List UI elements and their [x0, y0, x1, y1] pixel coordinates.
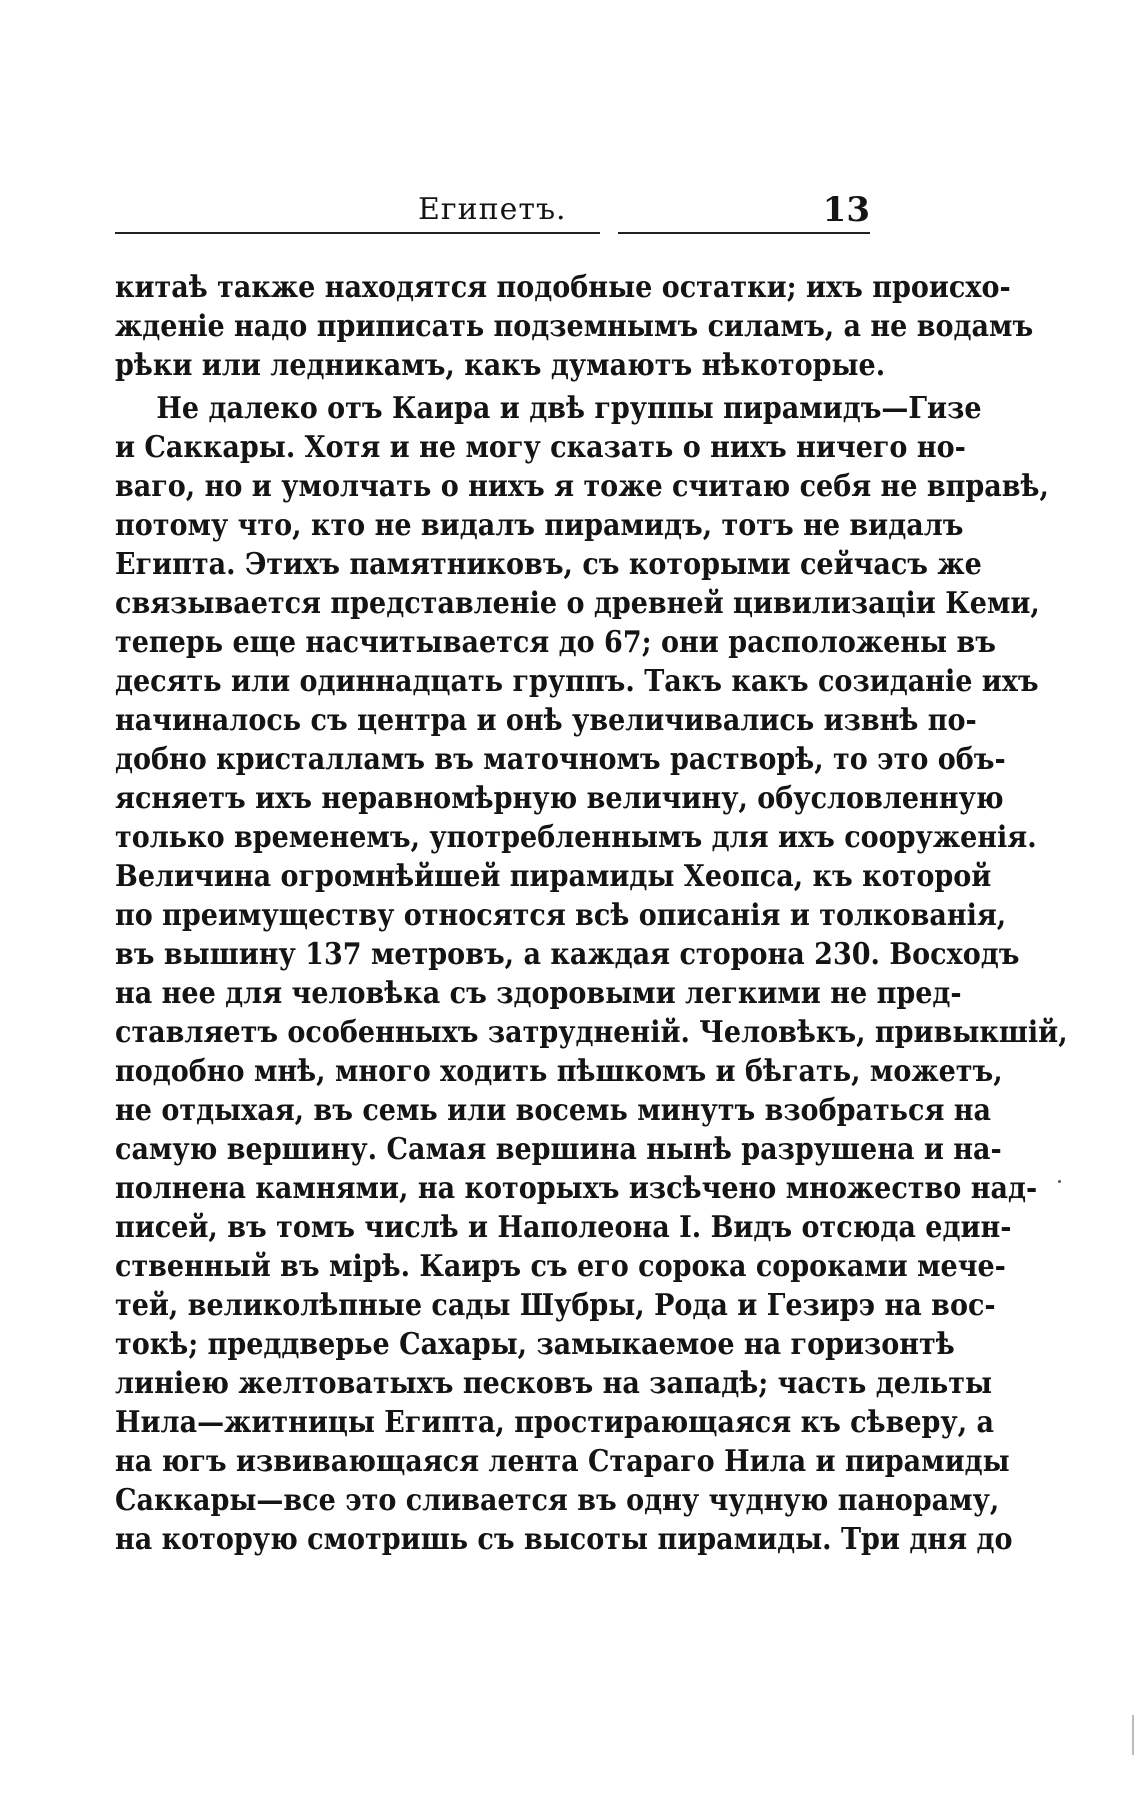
text-line: Саккары—все это сливается въ одну чудную панораму, [115, 1483, 1000, 1518]
text-line: начиналось съ центра и онѣ увеличивались извнѣ по- [115, 703, 977, 738]
text-line: Нила—житницы Египта, простирающаяся къ сѣверу, а [115, 1405, 995, 1440]
text-line: Египта. Этихъ памятниковъ, съ которыми сейчасъ же [115, 547, 982, 582]
text-line: только временемъ, употребленнымъ для ихъ сооруженія. [115, 820, 1037, 855]
paper-speck [1058, 1180, 1061, 1183]
paper-speck [1132, 1715, 1134, 1755]
text-line: Величина огромнѣйшей пирамиды Хеопса, къ которой [115, 859, 992, 894]
text-line: десять или одиннадцать группъ. Такъ какъ созиданіе ихъ [115, 664, 1039, 699]
text-line: на нее для человѣка съ здоровыми легкими не пред- [115, 976, 962, 1011]
body-text [115, 268, 1068, 1559]
text-line: ваго, но и умолчать о нихъ я тоже считаю себя не вправѣ, [115, 469, 1049, 504]
text-line: токѣ; преддверье Сахары, замыкаемое на горизонтѣ [115, 1327, 955, 1362]
text-line: добно кристалламъ въ маточномъ растворѣ, то это объ- [115, 742, 1006, 777]
text-line: китаѣ также находятся подобные остатки; ихъ происхо- [115, 270, 1011, 305]
text-line: ясняетъ ихъ неравномѣрную величину, обусловленную [115, 781, 1004, 816]
text-line: подобно мнѣ, много ходить пѣшкомъ и бѣгать, можетъ, [115, 1054, 1003, 1089]
text-line: Не далеко отъ Каира и двѣ группы пирамидъ—Гизе [156, 391, 982, 426]
text-line: ственный въ мірѣ. Каиръ съ его сорока сороками мече- [115, 1249, 1006, 1284]
text-line: на югъ извивающаяся лента Стараго Нила и пирамиды [115, 1444, 1010, 1479]
text-line: рѣки или ледникамъ, какъ думаютъ нѣкоторые. [115, 348, 886, 383]
text-line: линіею желтоватыхъ песковъ на западѣ; часть дельты [115, 1366, 993, 1401]
text-line: писей, въ томъ числѣ и Наполеона I. Видъ отсюда един- [115, 1210, 1012, 1245]
text-line: жденіе надо приписать подземнымъ силамъ, а не водамъ [115, 309, 1034, 344]
page-number: 13 [822, 190, 870, 230]
text-line: тей, великолѣпные сады Шубры, Рода и Гезирэ на вос- [115, 1288, 996, 1323]
header-rule-left [115, 232, 600, 234]
text-line: по преимуществу относятся всѣ описанія и толкованія, [115, 898, 1007, 933]
running-header [115, 190, 870, 230]
text-line: самую вершину. Самая вершина нынѣ разрушена и на- [115, 1132, 1002, 1167]
header-rule-right [618, 232, 870, 234]
running-title: Египетъ. [418, 192, 567, 227]
text-line: теперь еще насчитывается до 67; они расположены въ [115, 625, 996, 660]
text-line: на которую смотришь съ высоты пирамиды. Три дня до [115, 1522, 1013, 1557]
text-line: связывается представленіе о древней цивилизаціи Кеми, [115, 586, 1040, 621]
text-line: и Саккары. Хотя и не могу сказать о нихъ ничего но- [115, 430, 966, 465]
text-line: не отдыхая, въ семь или восемь минутъ взобраться на [115, 1093, 992, 1128]
text-line: потому что, кто не видалъ пирамидъ, тотъ не видалъ [115, 508, 964, 543]
text-line: въ вышину 137 метровъ, а каждая сторона 230. Восходъ [115, 937, 1020, 972]
text-line: полнена камнями, на которыхъ изсѣчено множество над- [115, 1171, 1038, 1206]
text-line: ставляетъ особенныхъ затрудненій. Человѣкъ, привыкшій, [115, 1015, 1068, 1050]
